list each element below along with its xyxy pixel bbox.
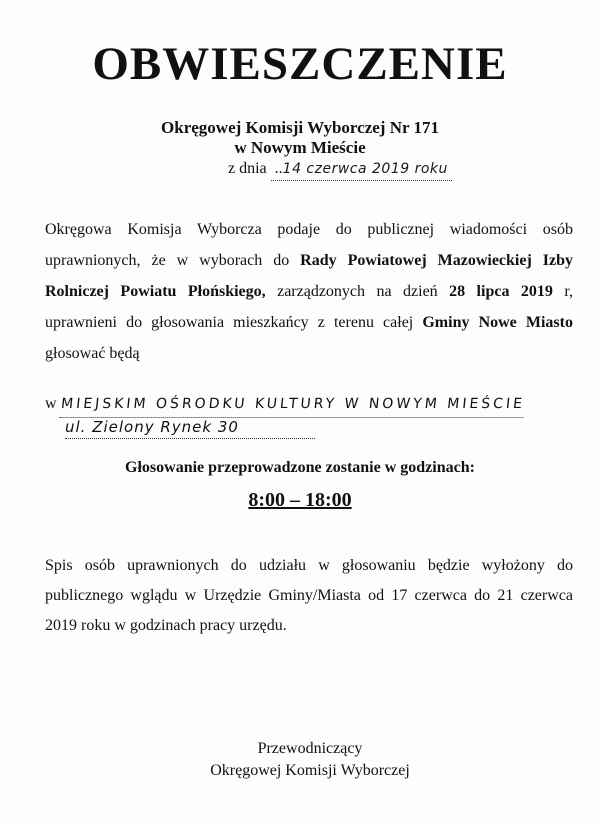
election-date: 28 lipca 2019 [449,283,553,300]
venue-prefix: w [45,395,57,412]
voter-list-paragraph: Spis osób uprawnionych do udziału w głosowaniu będzie wyłożony do publicznego wglądu w Urzędzie Gminy/Miasta od 17 czerwca do 21 czerwca 2019 roku w godzinach pracy urzędu. [45,557,573,634]
date-handwritten: 14 czerwca 2019 roku [282,161,448,177]
p1-text-a: Okręgowa Komisja Wyborcza podaje do publicznej wiadomości osób uprawnionych, że w wyborach do [45,221,573,269]
venue-name: MIEJSKIM OŚRODKU KULTURY W NOWYM MIEŚCIE [59,391,526,418]
date-field: ..14 czerwca 2019 roku [271,158,452,181]
signature-body: Okręgowej Komisji Wyborczej [210,762,410,779]
voting-hours [0,487,600,513]
p1-text-e: r, uprawnieni do głosowania mieszkańcy z terenu całej [45,283,574,331]
p1-text-c: zarządzonych na dzień [265,283,450,300]
commission-name: Okręgowej Komisji Wyborczej Nr 171 [161,118,439,137]
municipality-name: Gminy Nowe Miasto [422,314,573,331]
date-prefix: z dnia [228,160,267,177]
announcement-paragraph [45,214,573,369]
election-name: Rady Powiatowej Mazowieckiej Izby Rolniczej Powiatu Płońskiego, [45,252,573,300]
venue-address: ul. Zielony Rynek 30 [65,416,315,439]
notice-title: OBWIESZCZENIE [92,38,508,90]
commission-location: w Nowym Mieście [234,138,366,157]
signature-role: Przewodniczący [257,740,363,757]
notice-date [228,158,452,181]
voting-hours-label: Głosowanie przeprowadzone zostanie w godzinach: [125,459,475,476]
voting-venue [45,391,524,418]
voting-hours-value: 8:00 – 18:00 [248,489,352,511]
p1-text-g: głosować będą [45,345,140,362]
